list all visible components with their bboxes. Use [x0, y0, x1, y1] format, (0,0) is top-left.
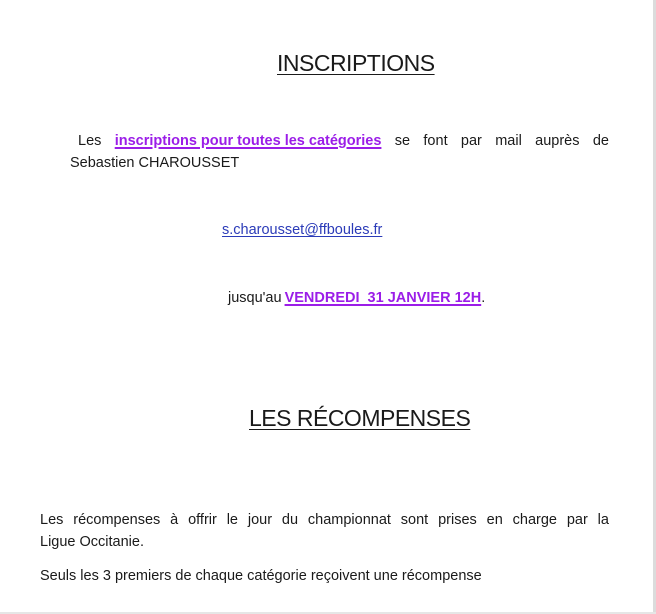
word: du: [281, 512, 299, 528]
word: en: [486, 512, 503, 528]
deadline-prefix: jusqu'au: [228, 290, 282, 306]
word: à: [170, 512, 179, 528]
recompenses-paragraph: [40, 509, 609, 553]
inscriptions-paragraph: [70, 130, 609, 174]
word-aupres: auprès: [535, 133, 580, 149]
inscriptions-heading: INSCRIPTIONS: [277, 50, 435, 76]
word: charge: [512, 512, 557, 528]
recompenses-paragraph-line-1: [40, 509, 609, 531]
deadline-suffix: .: [481, 290, 486, 306]
word: Les: [40, 512, 64, 528]
word: offrir: [188, 512, 217, 528]
word-font: font: [423, 133, 448, 149]
word: sont: [400, 512, 429, 528]
word-par: par: [460, 133, 482, 149]
email-link[interactable]: s.charousset@ffboules.fr: [222, 222, 383, 238]
word: jour: [247, 512, 273, 528]
word: le: [226, 512, 238, 528]
word: championnat: [307, 512, 391, 528]
word: par: [566, 512, 588, 528]
deadline-highlight: VENDREDI 31 JANVIER 12H: [284, 290, 482, 306]
word-de: de: [592, 133, 609, 149]
recompenses-note: Seuls les 3 premiers de chaque catégorie reçoivent une récompense: [40, 568, 482, 584]
word-mail: mail: [495, 133, 522, 149]
word-les: Les: [78, 133, 102, 149]
word-se: se: [394, 133, 411, 149]
deadline-line: [228, 290, 485, 306]
word: prises: [438, 512, 477, 528]
inscriptions-paragraph-line-1: [70, 130, 609, 152]
inscriptions-highlight: inscriptions pour toutes les catégories: [114, 133, 382, 149]
recompenses-heading: LES RÉCOMPENSES: [249, 405, 471, 431]
word: la: [597, 512, 609, 528]
recompenses-paragraph-line-2: Ligue Occitanie.: [40, 534, 144, 550]
word: récompenses: [73, 512, 161, 528]
inscriptions-paragraph-line-2: Sebastien CHAROUSSET: [70, 155, 240, 171]
